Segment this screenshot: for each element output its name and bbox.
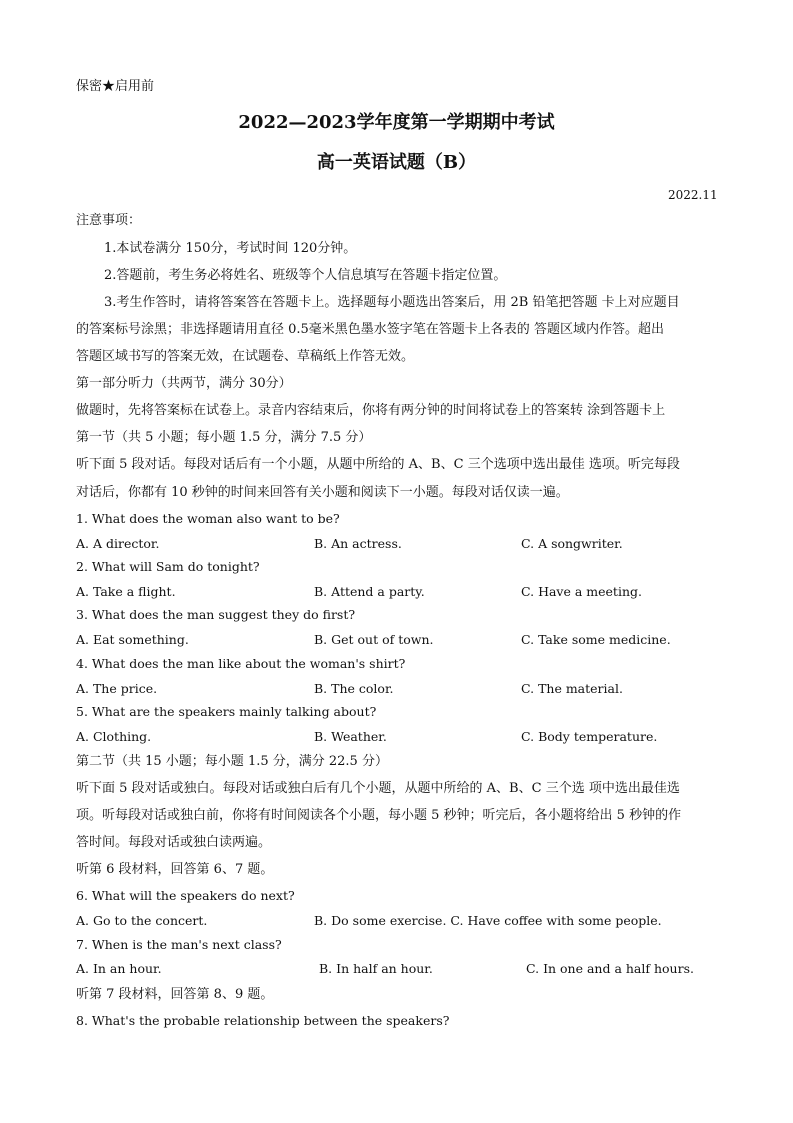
question-7: 7. When is the man's next class? bbox=[76, 937, 282, 952]
section2-instructions: 答时间。每段对话或独白读两遍。 bbox=[76, 835, 272, 850]
question-1: 1. What does the woman also want to be? bbox=[76, 511, 340, 526]
option-4c: C. The material. bbox=[521, 681, 623, 696]
notice-item-3-cont: 的答案标号涂黑；非选择题请用直径 0.5毫米黑色墨水签字笔在答题卡上各表的 答题区域内作答。超出 bbox=[76, 322, 664, 337]
option-6a: A. Go to the concert. bbox=[76, 913, 208, 928]
confidential-label: 保密★启用前 bbox=[76, 79, 155, 94]
option-4a: A. The price. bbox=[76, 681, 158, 696]
part1-instructions: 做题时，先将答案标在试卷上。录音内容结束后，你将有两分钟的时间将试卷上的答案转 涂到答题卡上 bbox=[76, 403, 666, 418]
option-2a: A. Take a flight. bbox=[76, 584, 176, 599]
option-7a: A. In an hour. bbox=[76, 961, 162, 976]
exam-subtitle: 高一英语试题（B） bbox=[316, 152, 477, 173]
question-2: 2. What will Sam do tonight? bbox=[76, 559, 260, 574]
question-4: 4. What does the man like about the woman's shirt? bbox=[76, 656, 406, 671]
exam-date: 2022.11 bbox=[668, 188, 718, 202]
option-3c: C. Take some medicine. bbox=[521, 632, 671, 647]
option-1a: A. A director. bbox=[76, 536, 160, 551]
question-5: 5. What are the speakers mainly talking about? bbox=[76, 704, 377, 719]
option-2c: C. Have a meeting. bbox=[521, 584, 642, 599]
notice-item-3: 3.考生作答时，请将答案答在答题卡上。选择题每小题选出答案后，用 2B 铅笔把答题 卡上对应题目 bbox=[104, 295, 680, 310]
option-4b: B. The color. bbox=[314, 681, 394, 696]
notice-item-1: 1.本试卷满分 150分，考试时间 120分钟。 bbox=[104, 241, 357, 256]
part1-heading: 第一部分听力（共两节，满分 30分） bbox=[76, 376, 292, 391]
option-3a: A. Eat something. bbox=[76, 632, 189, 647]
section2-instructions: 项。听每段对话或独白前，你将有时间阅读各个小题，每小题 5 秒钟；听完后，各小题将给出 5 秒钟的作 bbox=[76, 808, 682, 823]
option-1c: C. A songwriter. bbox=[521, 536, 623, 551]
option-1b: B. An actress. bbox=[314, 536, 402, 551]
notice-item-2: 2.答题前，考生务必将姓名、班级等个人信息填写在答题卡指定位置。 bbox=[104, 268, 507, 283]
option-2b: B. Attend a party. bbox=[314, 584, 425, 599]
option-5a: A. Clothing. bbox=[76, 729, 152, 744]
notice-item-3-cont: 答题区域书写的答案无效，在试题卷、草稿纸上作答无效。 bbox=[76, 349, 415, 364]
section2-heading: 第二节（共 15 小题；每小题 1.5 分，满分 22.5 分） bbox=[76, 754, 388, 769]
option-3b: B. Get out of town. bbox=[314, 632, 434, 647]
option-5b: B. Weather. bbox=[314, 729, 387, 744]
question-3: 3. What does the man suggest they do first? bbox=[76, 607, 356, 622]
option-7c: C. In one and a half hours. bbox=[526, 961, 694, 976]
section1-instructions: 听下面 5 段对话。每段对话后有一个小题，从题中所给的 A、B、C 三个选项中选出最佳 选项。听完每段 bbox=[76, 457, 680, 472]
question-8: 8. What's the probable relationship between the speakers? bbox=[76, 1013, 450, 1028]
material-6-label: 听第 6 段材料，回答第 6、7 题。 bbox=[76, 862, 274, 877]
section1-instructions: 对话后，你都有 10 秒钟的时间来回答有关小题和阅读下一小题。每段对话仅读一遍。 bbox=[76, 485, 569, 500]
section2-instructions: 听下面 5 段对话或独白。每段对话或独白后有几个小题，从题中所给的 A、B、C 三个选 项中选出最佳选 bbox=[76, 781, 680, 796]
option-5c: C. Body temperature. bbox=[521, 729, 658, 744]
material-7-label: 听第 7 段材料，回答第 8、9 题。 bbox=[76, 987, 274, 1002]
notice-heading: 注意事项： bbox=[76, 213, 142, 228]
section1-heading: 第一节（共 5 小题；每小题 1.5 分，满分 7.5 分） bbox=[76, 430, 372, 445]
exam-title: 2022—2023学年度第一学期期中考试 bbox=[238, 112, 555, 133]
option-6bc: B. Do some exercise. C. Have coffee with some people. bbox=[314, 913, 662, 928]
option-7b: B. In half an hour. bbox=[319, 961, 433, 976]
question-6: 6. What will the speakers do next? bbox=[76, 888, 295, 903]
